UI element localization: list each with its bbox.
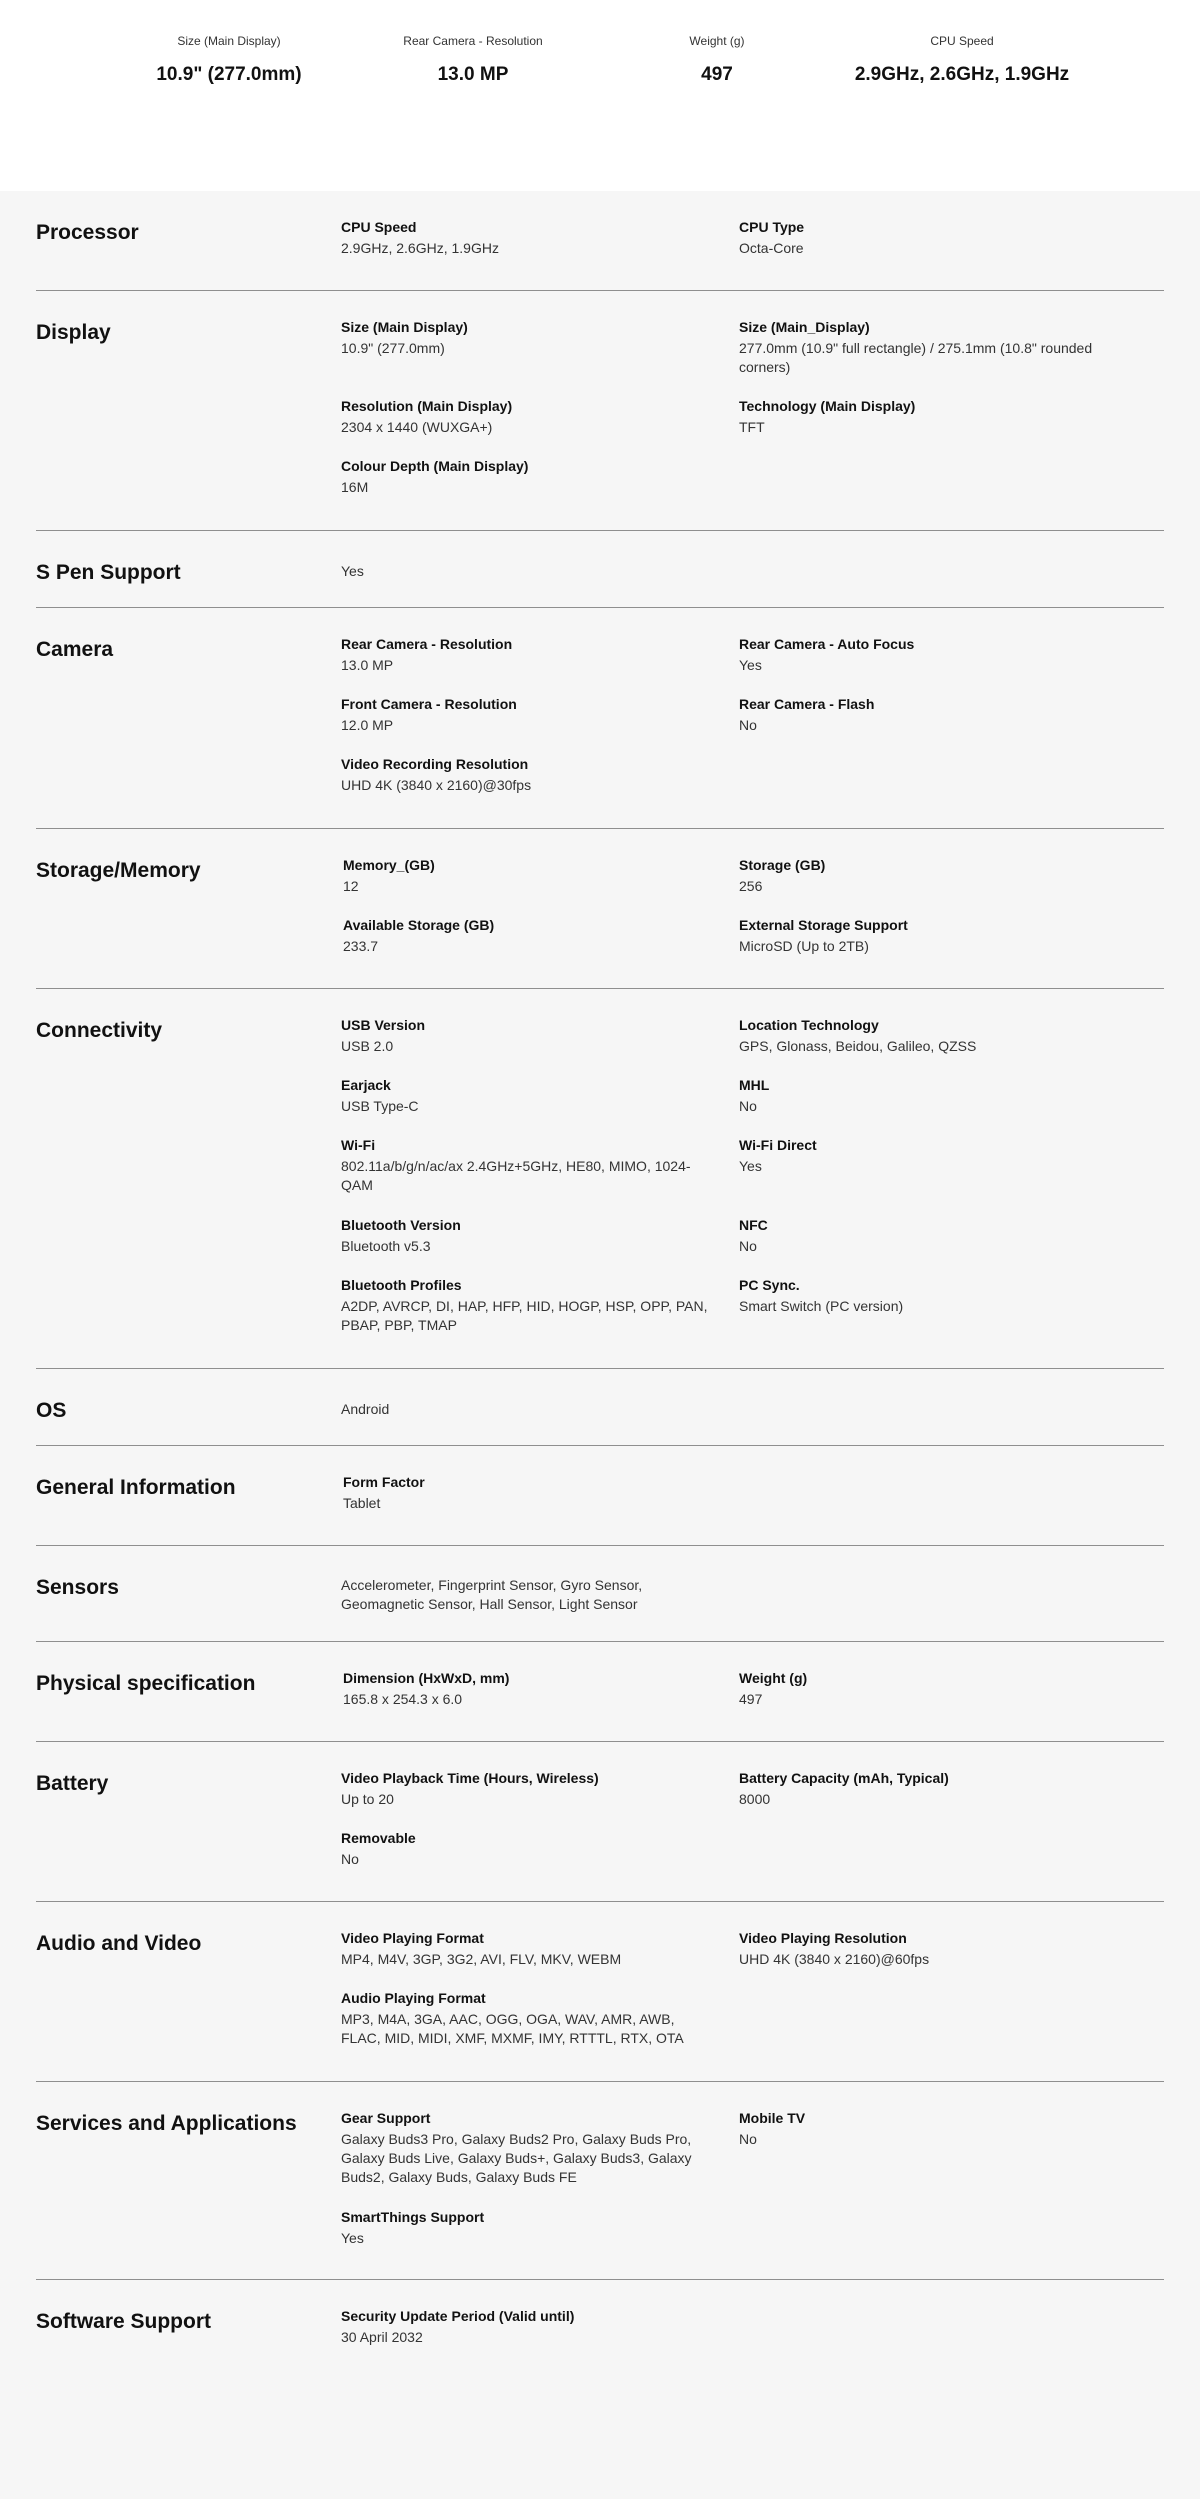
spec-value: UHD 4K (3840 x 2160)@30fps <box>341 777 532 793</box>
spec-key: USB Version <box>341 1017 426 1033</box>
spec-key: Bluetooth Profiles <box>341 1277 462 1293</box>
section-display <box>36 291 1164 531</box>
section-title: Camera <box>36 638 114 661</box>
spec-value: 13.0 MP <box>341 657 394 673</box>
section-title: Physical specification <box>36 1672 256 1695</box>
spec-value: Android <box>341 1401 390 1417</box>
spec-key: Resolution (Main Display) <box>341 398 513 414</box>
section-title: Connectivity <box>36 1019 163 1042</box>
spec-key: Available Storage (GB) <box>343 917 495 933</box>
spec-wifi-direct <box>739 1135 1109 1176</box>
spec-key: Audio Playing Format <box>341 1990 486 2006</box>
spec-form-factor <box>343 1472 713 1513</box>
section-title: Sensors <box>36 1576 119 1599</box>
spec-value: 2304 x 1440 (WUXGA+) <box>341 419 493 435</box>
spec-audio-playing-format <box>341 1988 711 2048</box>
spec-key: Gear Support <box>341 2110 431 2126</box>
spec-value: Smart Switch (PC version) <box>739 1298 904 1314</box>
section-os <box>36 1369 1164 1446</box>
spec-key: Form Factor <box>343 1474 425 1490</box>
spec-value: No <box>739 2131 757 2147</box>
section-title: General Information <box>36 1476 236 1499</box>
spec-value: 802.11a/b/g/n/ac/ax 2.4GHz+5GHz, HE80, MIMO, 1024-QAM <box>341 1158 691 1193</box>
spec-key: Storage (GB) <box>739 857 826 873</box>
spec-value: Up to 20 <box>341 1791 394 1807</box>
spec-key: Wi-Fi Direct <box>739 1137 817 1153</box>
spec-cpu-type <box>739 217 1109 258</box>
spec-key: SmartThings Support <box>341 2209 485 2225</box>
spec-key: Mobile TV <box>739 2110 806 2126</box>
spec-value: No <box>739 1238 757 1254</box>
spec-value: MP4, M4V, 3GP, 3G2, AVI, FLV, MKV, WEBM <box>341 1951 622 1967</box>
section-services <box>36 2082 1164 2280</box>
spec-key: Wi-Fi <box>341 1137 376 1153</box>
spec-value: 12.0 MP <box>341 717 394 733</box>
spec-value: MP3, M4A, 3GA, AAC, OGG, OGA, WAV, AMR, AWB, FLAC, MID, MIDI, XMF, MXMF, IMY, RTTTL, RTX, OTA <box>341 2011 684 2046</box>
spec-value: 233.7 <box>343 938 379 954</box>
spec-external-storage <box>739 915 1109 956</box>
spec-key: Video Playing Format <box>341 1930 484 1946</box>
spec-removable <box>341 1828 711 1869</box>
summary-value: 2.9GHz, 2.6GHz, 1.9GHz <box>854 64 1070 85</box>
spec-value: Galaxy Buds3 Pro, Galaxy Buds2 Pro, Galaxy Buds Pro, Galaxy Buds Live, Galaxy Buds+, Galaxy Buds3, Galaxy Buds2, Galaxy Buds, Galaxy Buds FE <box>341 2131 692 2185</box>
section-title: Storage/Memory <box>36 859 201 882</box>
spec-location-technology <box>739 1015 1109 1056</box>
summary-value: 497 <box>701 64 733 85</box>
spec-key: NFC <box>739 1217 768 1233</box>
spec-value: Yes <box>739 657 762 673</box>
spec-video-playback-time <box>341 1768 711 1809</box>
spec-value: 10.9" (277.0mm) <box>341 340 445 356</box>
spec-value: 256 <box>739 878 763 894</box>
spec-value: Accelerometer, Fingerprint Sensor, Gyro Sensor, Geomagnetic Sensor, Hall Sensor, Light Sensor <box>341 1577 643 1612</box>
spec-value: MicroSD (Up to 2TB) <box>739 938 869 954</box>
spec-key: CPU Type <box>739 219 805 235</box>
spec-video-playing-format <box>341 1928 711 1969</box>
spec-mhl <box>739 1075 1109 1116</box>
spec-key: Dimension (HxWxD, mm) <box>343 1670 510 1686</box>
section-title: Software Support <box>36 2310 212 2333</box>
section-physical <box>36 1642 1164 1742</box>
spec-value: Tablet <box>343 1495 381 1511</box>
spec-display-size-detail <box>739 317 1109 377</box>
spec-memory <box>343 855 713 896</box>
section-software <box>36 2280 1164 2380</box>
spec-value: USB 2.0 <box>341 1038 394 1054</box>
spec-security-update <box>341 2306 711 2347</box>
spec-display-technology <box>739 396 1109 437</box>
section-title: S Pen Support <box>36 561 181 584</box>
spec-dimension <box>343 1668 713 1709</box>
section-sensors <box>36 1546 1164 1642</box>
section-storage <box>36 829 1164 989</box>
spec-value: Yes <box>341 563 364 579</box>
section-title: Audio and Video <box>36 1932 202 1955</box>
spec-key: Weight (g) <box>739 1670 808 1686</box>
spec-bluetooth-profiles <box>341 1275 711 1335</box>
spec-key: Size (Main Display) <box>341 319 468 335</box>
spec-value: 12 <box>343 878 359 894</box>
spec-key: Rear Camera - Auto Focus <box>739 636 915 652</box>
spec-value: 30 April 2032 <box>341 2329 423 2345</box>
spec-key: CPU Speed <box>341 219 417 235</box>
spec-video-recording <box>341 754 711 795</box>
spec-value: 277.0mm (10.9" full rectangle) / 275.1mm (10.8" rounded corners) <box>739 340 1093 375</box>
spec-usb-version <box>341 1015 711 1056</box>
spec-key: Front Camera - Resolution <box>341 696 517 712</box>
spec-bluetooth-version <box>341 1215 711 1256</box>
spec-weight <box>739 1668 1109 1709</box>
spec-rear-camera-resolution <box>341 634 711 675</box>
section-title: Processor <box>36 221 139 244</box>
spec-value: 8000 <box>739 1791 771 1807</box>
summary-value: 13.0 MP <box>437 64 509 85</box>
spec-smartthings <box>341 2207 711 2248</box>
section-title: Services and Applications <box>36 2112 297 2135</box>
section-title: Display <box>36 321 111 344</box>
spec-front-camera-resolution <box>341 694 711 735</box>
section-title: OS <box>36 1399 67 1422</box>
spec-value: No <box>739 1098 757 1114</box>
spec-value: 16M <box>341 479 369 495</box>
spec-key: Memory_(GB) <box>343 857 435 873</box>
spec-value: Yes <box>341 2230 364 2246</box>
spec-value: 497 <box>739 1691 763 1707</box>
spec-value: Octa-Core <box>739 240 804 256</box>
spec-value: No <box>341 1851 359 1867</box>
key-specs-summary <box>0 0 1200 191</box>
section-battery <box>36 1742 1164 1902</box>
spec-wifi <box>341 1135 711 1195</box>
section-audio-video <box>36 1902 1164 2082</box>
spec-key: Removable <box>341 1830 416 1846</box>
section-title: Battery <box>36 1772 109 1795</box>
spec-key: Video Playback Time (Hours, Wireless) <box>341 1770 599 1786</box>
spec-earjack <box>341 1075 711 1116</box>
spec-colour-depth <box>341 456 711 497</box>
spec-key: Video Playing Resolution <box>739 1930 907 1946</box>
spec-value: Bluetooth v5.3 <box>341 1238 431 1254</box>
summary-value: 10.9" (277.0mm) <box>156 64 302 85</box>
spec-key: External Storage Support <box>739 917 908 933</box>
spec-rear-camera-autofocus <box>739 634 1109 675</box>
spec-value: TFT <box>739 419 765 435</box>
spec-video-playing-resolution <box>739 1928 1109 1969</box>
summary-label: Rear Camera - Resolution <box>403 34 543 48</box>
spec-key: Size (Main_Display) <box>739 319 870 335</box>
spec-value: Yes <box>739 1158 762 1174</box>
spec-pc-sync <box>739 1275 1109 1316</box>
spec-key: Rear Camera - Flash <box>739 696 875 712</box>
spec-key: Location Technology <box>739 1017 879 1033</box>
spec-available-storage <box>343 915 713 956</box>
spec-value: No <box>739 717 757 733</box>
spec-value: A2DP, AVRCP, DI, HAP, HFP, HID, HOGP, HSP, OPP, PAN, PBAP, PBP, TMAP <box>341 1298 708 1333</box>
spec-value: 2.9GHz, 2.6GHz, 1.9GHz <box>341 240 499 256</box>
summary-cpu-speed <box>812 34 1112 86</box>
summary-label: Weight (g) <box>689 34 745 48</box>
spec-cpu-speed <box>341 217 711 258</box>
section-spen <box>36 531 1164 608</box>
specs-list <box>0 191 1200 2499</box>
spec-key: Technology (Main Display) <box>739 398 916 414</box>
section-connectivity <box>36 989 1164 1369</box>
spec-storage <box>739 855 1109 896</box>
section-camera <box>36 608 1164 829</box>
spec-key: Battery Capacity (mAh, Typical) <box>739 1770 949 1786</box>
spec-display-size <box>341 317 711 358</box>
spec-key: Earjack <box>341 1077 391 1093</box>
spec-battery-capacity <box>739 1768 1109 1809</box>
spec-rear-camera-flash <box>739 694 1109 735</box>
spec-display-resolution <box>341 396 711 437</box>
spec-key: Rear Camera - Resolution <box>341 636 513 652</box>
spec-key: Bluetooth Version <box>341 1217 461 1233</box>
summary-label: CPU Speed <box>930 34 994 48</box>
summary-label: Size (Main Display) <box>177 34 281 48</box>
spec-key: Security Update Period (Valid until) <box>341 2308 575 2324</box>
spec-key: Colour Depth (Main Display) <box>341 458 529 474</box>
spec-nfc <box>739 1215 1109 1256</box>
spec-key: Video Recording Resolution <box>341 756 529 772</box>
spec-value: 165.8 x 254.3 x 6.0 <box>343 1691 463 1707</box>
spec-key: PC Sync. <box>739 1277 800 1293</box>
spec-mobile-tv <box>739 2108 1109 2149</box>
section-processor <box>36 191 1164 291</box>
spec-key: MHL <box>739 1077 770 1093</box>
section-general <box>36 1446 1164 1546</box>
spec-value: USB Type-C <box>341 1098 419 1114</box>
spec-value: GPS, Glonass, Beidou, Galileo, QZSS <box>739 1038 977 1054</box>
spec-value: UHD 4K (3840 x 2160)@60fps <box>739 1951 930 1967</box>
spec-gear-support <box>341 2108 711 2187</box>
